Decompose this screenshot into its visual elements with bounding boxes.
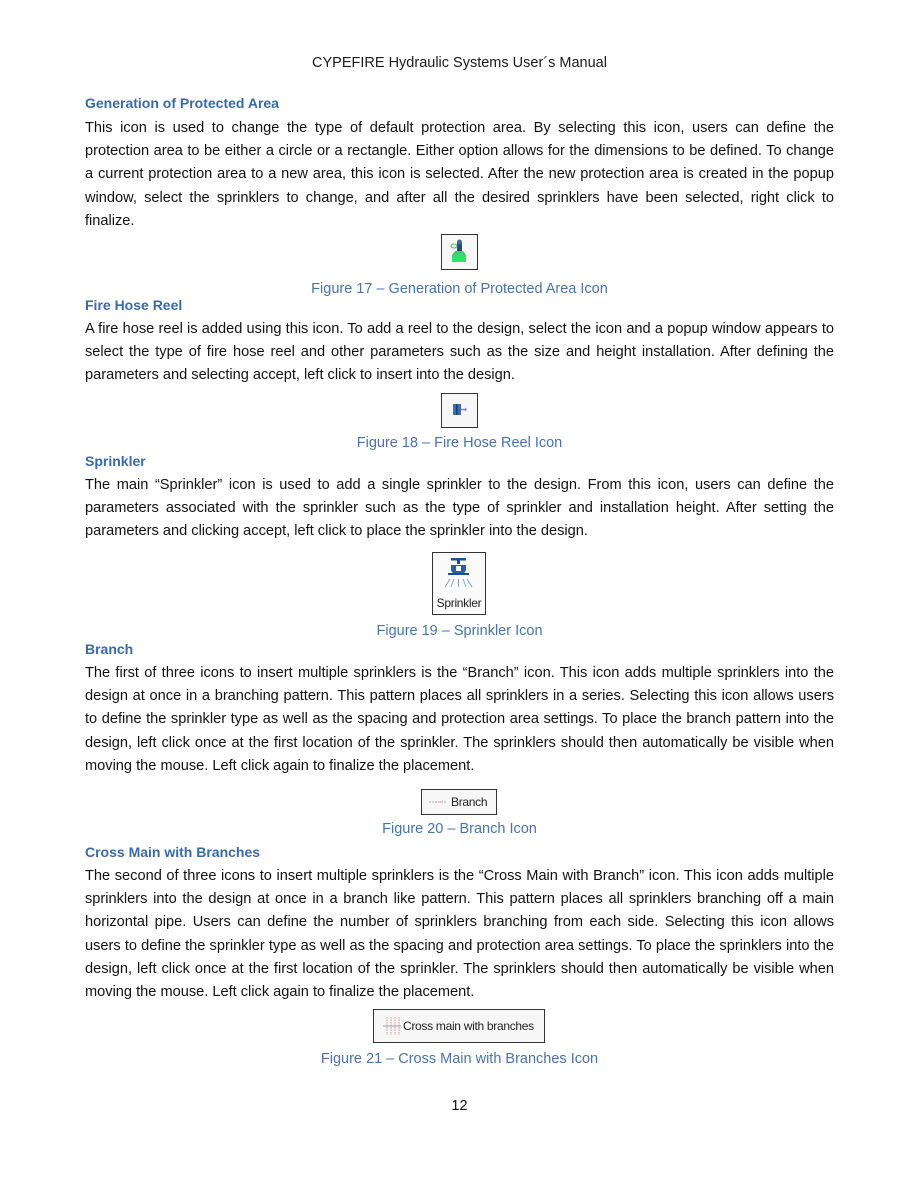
fire-hose-reel-icon (441, 393, 478, 428)
cross-main-icon-label: Cross main with branches (403, 1019, 534, 1033)
sprinkler-icon-label: Sprinkler (436, 596, 482, 610)
heading-cross-main-with-branches: Cross Main with Branches (85, 844, 261, 860)
figure-17-caption: Figure 17 – Generation of Protected Area Icon (311, 281, 608, 297)
paragraph-fire-hose-reel: A fire hose reel is added using this icon. To add a reel to the design, select the icon and a popup window appears to select the type of fire hose reel and other parameters such as the size and height installation. After defining the parameters and selecting accept, left click to insert into the design. (85, 321, 834, 384)
cross-main-glyph-icon (383, 1016, 401, 1036)
paragraph-cross-main-with-branches: The second of three icons to insert multiple sprinklers is the “Cross Main with Branch” icon. This icon adds multiple sprinklers into the design at once in a branch like pattern. This pattern places all sprinklers branching off a main horizontal pipe. Users can define the number of sprinklers branching from each side. Selecting this icon allows users to define the sprinkler type as well as the spacing and protection area settings. To place the sprinklers into the design, left click once at the first location of the sprinkler. The sprinklers should then automatically be visible when moving the mouse. Left click again to finalize the placement. (85, 868, 834, 1001)
figure-19-caption: Figure 19 – Sprinkler Icon (376, 623, 543, 639)
page-header-title: CYPEFIRE Hydraulic Systems User´s Manual (312, 55, 607, 71)
branch-icon (421, 789, 497, 815)
protected-area-icon (441, 234, 478, 270)
heading-branch: Branch (85, 641, 134, 657)
paragraph-generation-protected-area: This icon is used to change the type of default protection area. By selecting this icon, users can define the protection area to be either a circle or a rectangle. Either option allows for the dimensions to be defined. To change a current protection area to a new area, this icon is selected. After the new protection area is created in the popup window, select the sprinklers to change, and after all the desired sprinklers have been selected, right click to finalize. (85, 120, 834, 229)
page-number: 12 (451, 1098, 468, 1114)
paragraph-sprinkler: The main “Sprinkler” icon is used to add a single sprinkler to the design. From this icon, users can define the parameters associated with the sprinkler such as the type of sprinkler and installation height. After setting the parameters and clicking accept, left click to place the sprinkler into the design. (85, 477, 834, 540)
figure-20-caption: Figure 20 – Branch Icon (382, 821, 537, 837)
paragraph-branch: The first of three icons to insert multiple sprinklers is the “Branch” icon. This icon adds multiple sprinklers into the design at once in a branching pattern. This pattern places all sprinklers in a series. Selecting this icon allows users to define the sprinkler type as well as the spacing and protection area settings. To place the branch pattern into the design, left click once at the first location of the sprinkler. The sprinklers should then automatically be visible when moving the mouse. Left click again to finalize the placement. (85, 665, 834, 774)
sprinkler-icon (432, 552, 486, 615)
figure-21-caption: Figure 21 – Cross Main with Branches Icon (320, 1051, 599, 1067)
heading-generation-protected-area: Generation of Protected Area (85, 95, 279, 111)
branch-glyph-icon (428, 797, 448, 807)
heading-fire-hose-reel: Fire Hose Reel (85, 297, 183, 313)
branch-icon-label: Branch (451, 795, 488, 809)
figure-18-caption: Figure 18 – Fire Hose Reel Icon (356, 435, 563, 451)
cross-main-icon (373, 1009, 545, 1043)
heading-sprinkler: Sprinkler (85, 453, 146, 469)
